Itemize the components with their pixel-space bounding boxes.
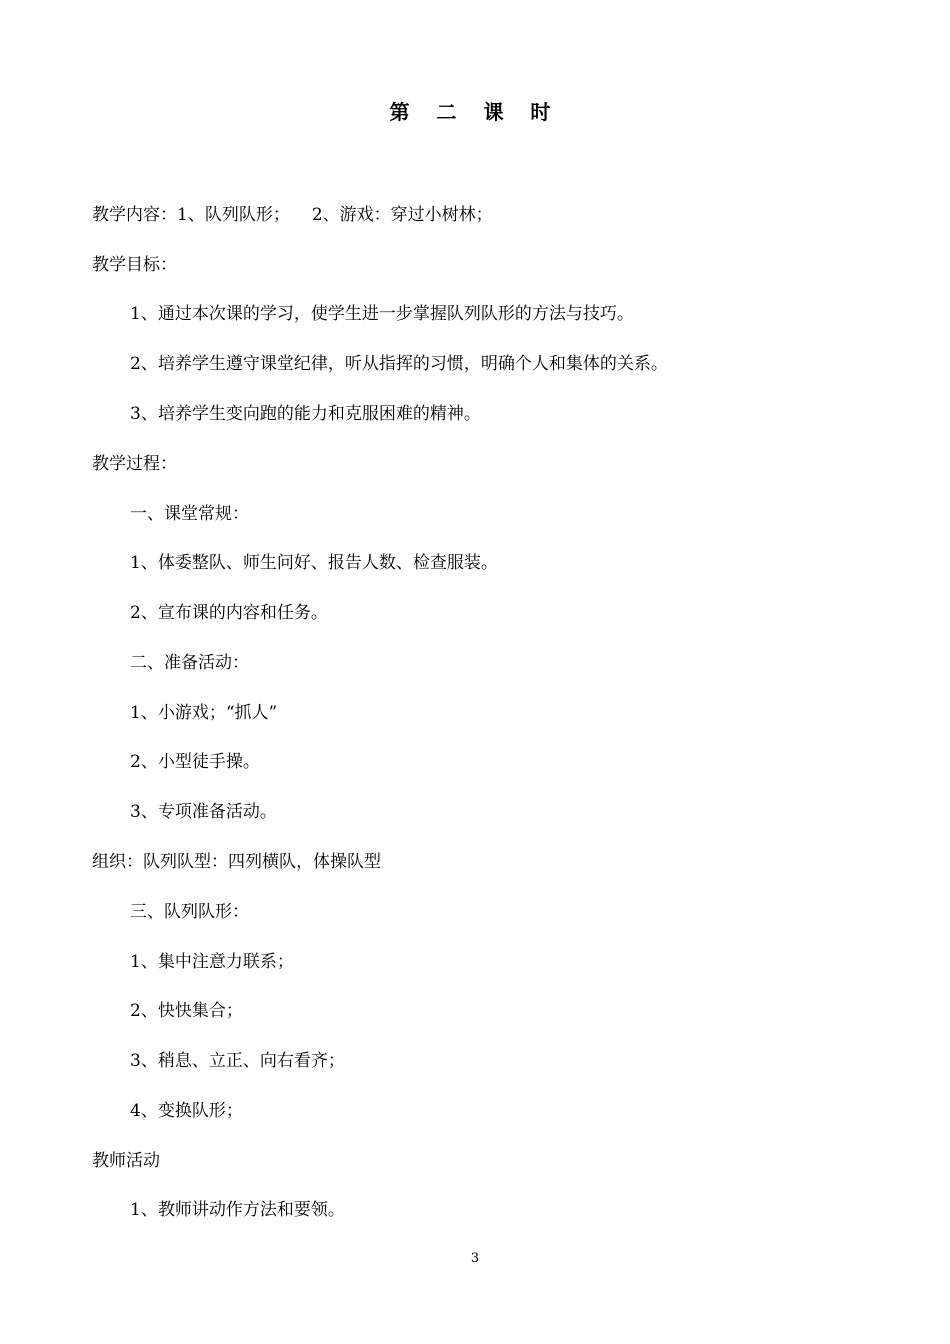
content-item-1: 1、队列队形； [177,205,290,225]
content-item-2: 2、游戏：穿过小树林； [311,205,493,225]
formation-item: 3、稍息、立正、向右看齐； [130,1051,345,1071]
page-number: 3 [470,1251,480,1266]
formation-item: 4、变换队形； [130,1101,243,1121]
page-title: 第 二 课 时 [389,100,561,124]
routine-item: 1、体委整队、师生问好、报告人数、检查服装。 [130,553,498,573]
content-line [92,203,493,227]
warmup-item: 3、专项准备活动。 [130,802,277,822]
section-heading-formation: 三、队列队形： [130,902,249,922]
content-label: 教学内容： [92,205,177,225]
objective-item: 1、通过本次课的学习，使学生进一步掌握队列队形的方法与技巧。 [130,304,634,324]
routine-item: 2、宣布课的内容和任务。 [130,603,328,623]
objectives-heading: 教学目标： [92,255,177,275]
formation-item: 1、集中注意力联系； [130,952,294,972]
teacher-activity-heading: 教师活动 [92,1151,160,1171]
warmup-item: 2、小型徒手操。 [130,752,260,772]
warmup-item: 1、小游戏；“抓人” [130,703,278,723]
organization-line: 组织：队列队型：四列横队，体操队型 [92,852,381,872]
teacher-activity-item: 1、教师讲动作方法和要领。 [130,1200,345,1220]
objective-item: 2、培养学生遵守课堂纪律，听从指挥的习惯，明确个人和集体的关系。 [130,354,668,374]
process-heading: 教学过程： [92,454,177,474]
formation-item: 2、快快集合； [130,1001,243,1021]
section-heading-warmup: 二、准备活动： [130,653,249,673]
objective-item: 3、培养学生变向跑的能力和克服困难的精神。 [130,404,481,424]
section-heading-routine: 一、课堂常规： [130,504,249,524]
